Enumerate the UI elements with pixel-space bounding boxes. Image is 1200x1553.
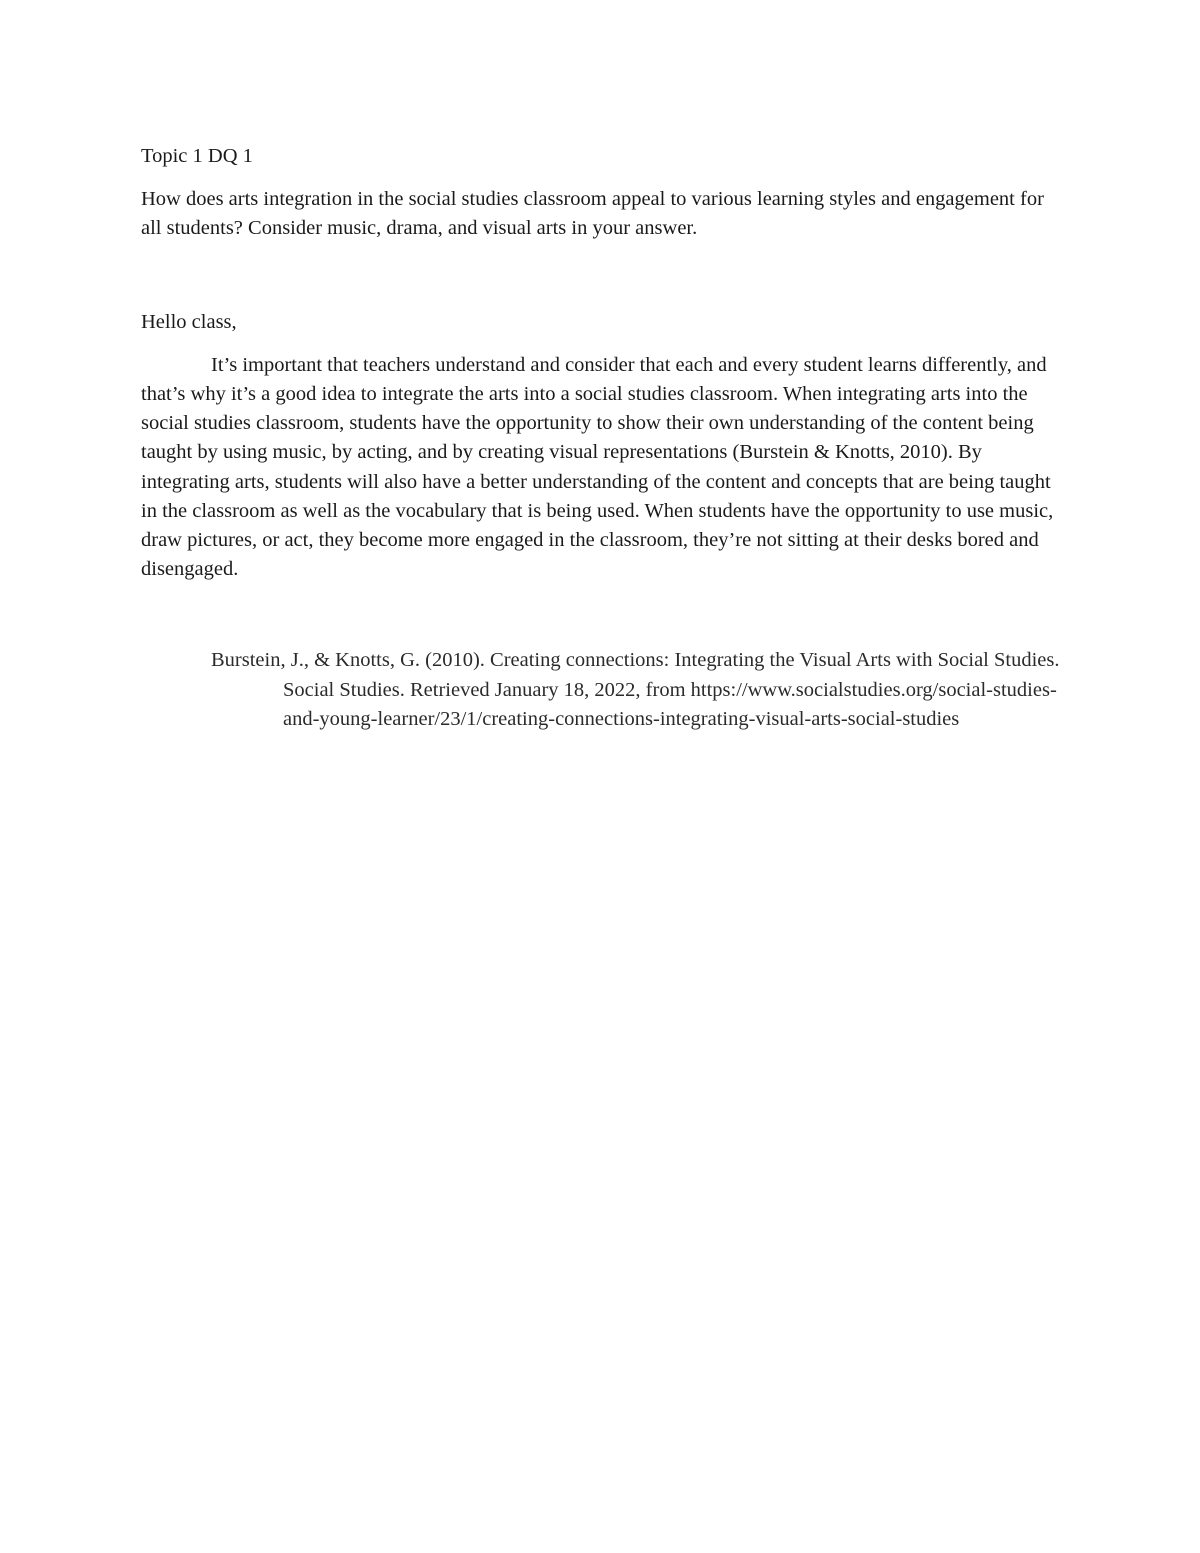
response-paragraph: It’s important that teachers understand and consider that each and every student learns differently, and that’s why it’s a good idea to integrate the arts into a social studies classroom. When integrating arts into the social studies classroom, students have the opportunity to show their own understanding of the content being taught by using music, by acting, and by creating visual representations (Burstein & Knotts, 2010). By integrating arts, students will also have a better understanding of the content and concepts that are being taught in the classroom as well as the vocabulary that is being used. When students have the opportunity to use music, draw pictures, or act, they become more engaged in the classroom, they’re not sitting at their desks bored and disengaged. [141,353,1054,581]
discussion-prompt: How does arts integration in the social studies classroom appeal to various learning styles and engagement for all students? Consider music, drama, and visual arts in your answer. [141,188,1044,240]
reference-entry: Burstein, J., & Knotts, G. (2010). Creating connections: Integrating the Visual Arts with Social Studies. Social Studies. Retrieved January 18, 2022, from https://www.socialstudies.org/social-studies-and-young-learner/23/1/creating-connections-integrating-visual-arts-social-studies [211,649,1060,730]
document-content [141,142,1066,734]
document-heading: Topic 1 DQ 1 [141,145,253,167]
salutation: Hello class, [141,310,237,333]
